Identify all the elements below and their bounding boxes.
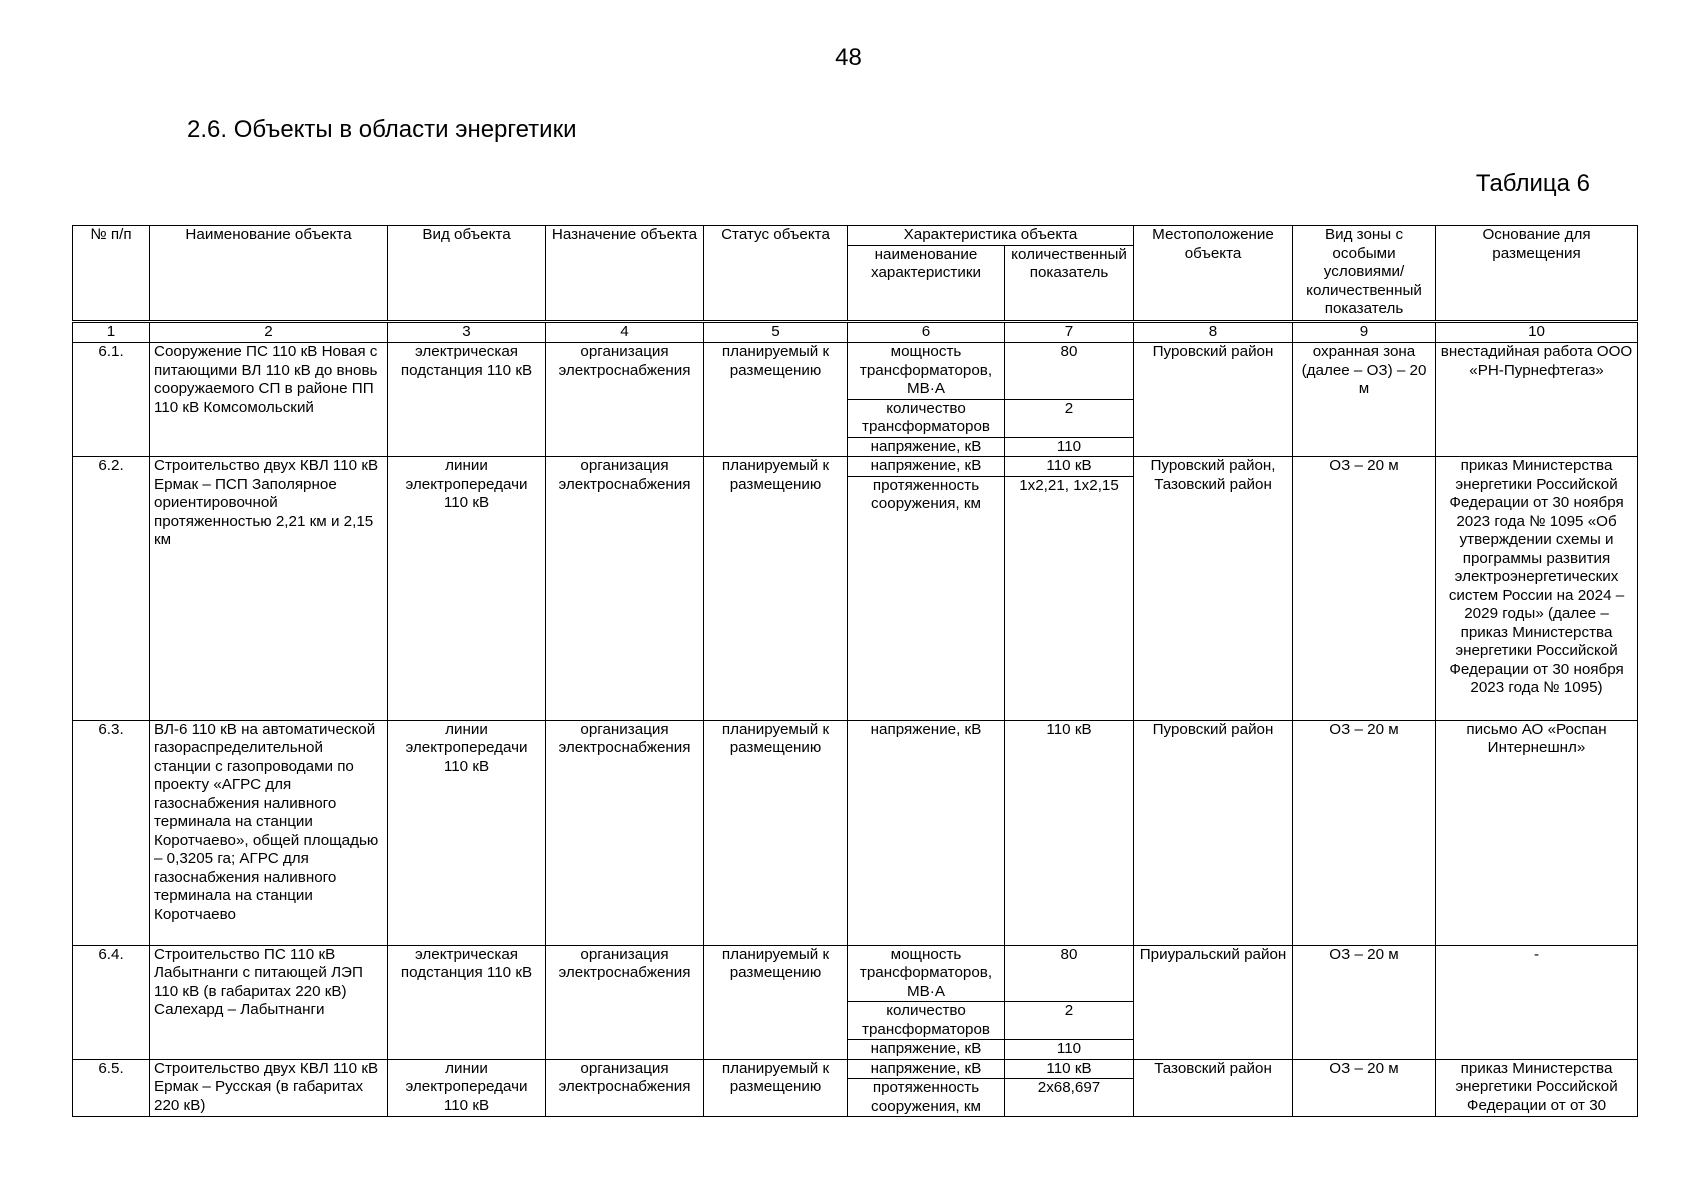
row-basis: приказ Министерства энергетики Российской Федерации от 30 ноября 2023 года № 1095 «Об утверждении схемы и программы развития электроэнергетических систем России на 2024 – 2029 годы» (далее – приказ Министерства энергетики Российской Федерации от 30 ноября 2023 года № 1095) (1436, 457, 1638, 721)
row-object-name: ВЛ-6 110 кВ на автоматической газораспределительной станции с газопроводами по проекту «АГРС для газоснабжения наливного терминала на станции Коротчаево», общей площадью – 0,3205 га; АГРС для газоснабжения наливного терминала на станции Коротчаево (150, 720, 388, 945)
col-number: 2 (150, 322, 388, 343)
row-num: 6.3. (73, 720, 150, 945)
row-object-status: планируемый к размещению (704, 945, 848, 1059)
table-row (73, 1059, 1638, 1079)
row-char-name: напряжение, кВ (848, 720, 1005, 945)
header-purpose: Назначение объекта (546, 226, 704, 322)
row-char-name: протяженность сооружения, км (848, 476, 1005, 720)
row-object-purpose: организация электроснабжения (546, 720, 704, 945)
energy-objects-table (72, 225, 1638, 1117)
col-number: 7 (1005, 322, 1134, 343)
col-number: 4 (546, 322, 704, 343)
row-location: Пуровский район, Тазовский район (1134, 457, 1293, 721)
row-char-value: 110 кВ (1005, 1059, 1134, 1079)
row-zone: ОЗ – 20 м (1293, 1059, 1436, 1117)
row-location: Приуральский район (1134, 945, 1293, 1059)
row-location: Тазовский район (1134, 1059, 1293, 1117)
row-zone: ОЗ – 20 м (1293, 720, 1436, 945)
header-status: Статус объекта (704, 226, 848, 322)
header-name: Наименование объекта (150, 226, 388, 322)
row-char-name: количество трансформаторов (848, 399, 1005, 437)
table-caption: Таблица 6 (1475, 170, 1590, 197)
header-char-value: количественный показатель (1005, 245, 1134, 322)
row-char-name: напряжение, кВ (848, 457, 1005, 477)
page-number: 48 (835, 44, 862, 71)
row-char-name: мощность трансформаторов, МВ·А (848, 343, 1005, 400)
row-char-name: напряжение, кВ (848, 1040, 1005, 1060)
row-object-purpose: организация электроснабжения (546, 343, 704, 457)
row-object-name: Строительство ПС 110 кВ Лабытнанги с питающей ЛЭП 110 кВ (в габаритах 220 кВ) Салехард – Лабытнанги (150, 945, 388, 1059)
row-zone: ОЗ – 20 м (1293, 457, 1436, 721)
col-number: 6 (848, 322, 1005, 343)
row-basis: приказ Министерства энергетики Российской Федерации от от 30 (1436, 1059, 1638, 1117)
row-char-name: протяженность сооружения, км (848, 1079, 1005, 1117)
row-basis: - (1436, 945, 1638, 1059)
row-object-status: планируемый к размещению (704, 720, 848, 945)
col-number: 8 (1134, 322, 1293, 343)
row-char-value: 110 кВ (1005, 457, 1134, 477)
header-type: Вид объекта (388, 226, 546, 322)
row-char-value: 2х68,697 (1005, 1079, 1134, 1117)
row-location: Пуровский район (1134, 343, 1293, 457)
row-basis: письмо АО «Роспан Интернешнл» (1436, 720, 1638, 945)
header-basis: Основание для размещения (1436, 226, 1638, 322)
col-number: 3 (388, 322, 546, 343)
header-num: № п/п (73, 226, 150, 322)
col-number: 10 (1436, 322, 1638, 343)
table-row (73, 945, 1638, 1002)
row-zone: охранная зона (далее – ОЗ) – 20 м (1293, 343, 1436, 457)
table-row (73, 457, 1638, 477)
row-object-purpose: организация электроснабжения (546, 1059, 704, 1117)
row-char-value: 110 кВ (1005, 720, 1134, 945)
row-char-value: 110 (1005, 437, 1134, 457)
row-object-type: линии электропередачи 110 кВ (388, 720, 546, 945)
col-number: 9 (1293, 322, 1436, 343)
header-char-name: наименование характеристики (848, 245, 1005, 322)
row-num: 6.1. (73, 343, 150, 457)
col-number: 1 (73, 322, 150, 343)
row-object-name: Сооружение ПС 110 кВ Новая с питающими ВЛ 110 кВ до вновь сооружаемого СП в районе ПП 110 кВ Комсомольский (150, 343, 388, 457)
row-object-type: электрическая подстанция 110 кВ (388, 343, 546, 457)
row-char-value: 2 (1005, 399, 1134, 437)
row-object-type: линии электропередачи 110 кВ (388, 457, 546, 721)
row-char-name: напряжение, кВ (848, 1059, 1005, 1079)
row-char-value: 110 (1005, 1040, 1134, 1060)
row-object-name: Строительство двух КВЛ 110 кВ Ермак – ПСП Заполярное ориентировочной протяженностью 2,21 км и 2,15 км (150, 457, 388, 721)
row-object-purpose: организация электроснабжения (546, 457, 704, 721)
section-heading: 2.6. Объекты в области энергетики (187, 116, 577, 143)
row-zone: ОЗ – 20 м (1293, 945, 1436, 1059)
column-number-row (73, 322, 1638, 343)
row-num: 6.2. (73, 457, 150, 721)
row-location: Пуровский район (1134, 720, 1293, 945)
table-row (73, 343, 1638, 400)
row-object-status: планируемый к размещению (704, 1059, 848, 1117)
row-object-status: планируемый к размещению (704, 343, 848, 457)
row-char-name: напряжение, кВ (848, 437, 1005, 457)
row-char-name: мощность трансформаторов, МВ·А (848, 945, 1005, 1002)
row-object-type: линии электропередачи 110 кВ (388, 1059, 546, 1117)
row-object-name: Строительство двух КВЛ 110 кВ Ермак – Русская (в габаритах 220 кВ) (150, 1059, 388, 1117)
row-object-status: планируемый к размещению (704, 457, 848, 721)
row-num: 6.5. (73, 1059, 150, 1117)
header-row-1 (73, 226, 1638, 246)
row-char-value: 80 (1005, 343, 1134, 400)
table-row (73, 720, 1638, 945)
row-char-name: количество трансформаторов (848, 1002, 1005, 1040)
row-char-value: 1х2,21, 1х2,15 (1005, 476, 1134, 720)
header-zone: Вид зоны с особыми условиями/ количественный показатель (1293, 226, 1436, 322)
header-characteristic: Характеристика объекта (848, 226, 1134, 246)
header-location: Местоположение объекта (1134, 226, 1293, 322)
row-char-value: 80 (1005, 945, 1134, 1002)
row-object-type: электрическая подстанция 110 кВ (388, 945, 546, 1059)
row-num: 6.4. (73, 945, 150, 1059)
row-basis: внестадийная работа ООО «РН-Пурнефтегаз» (1436, 343, 1638, 457)
row-object-purpose: организация электроснабжения (546, 945, 704, 1059)
row-char-value: 2 (1005, 1002, 1134, 1040)
col-number: 5 (704, 322, 848, 343)
